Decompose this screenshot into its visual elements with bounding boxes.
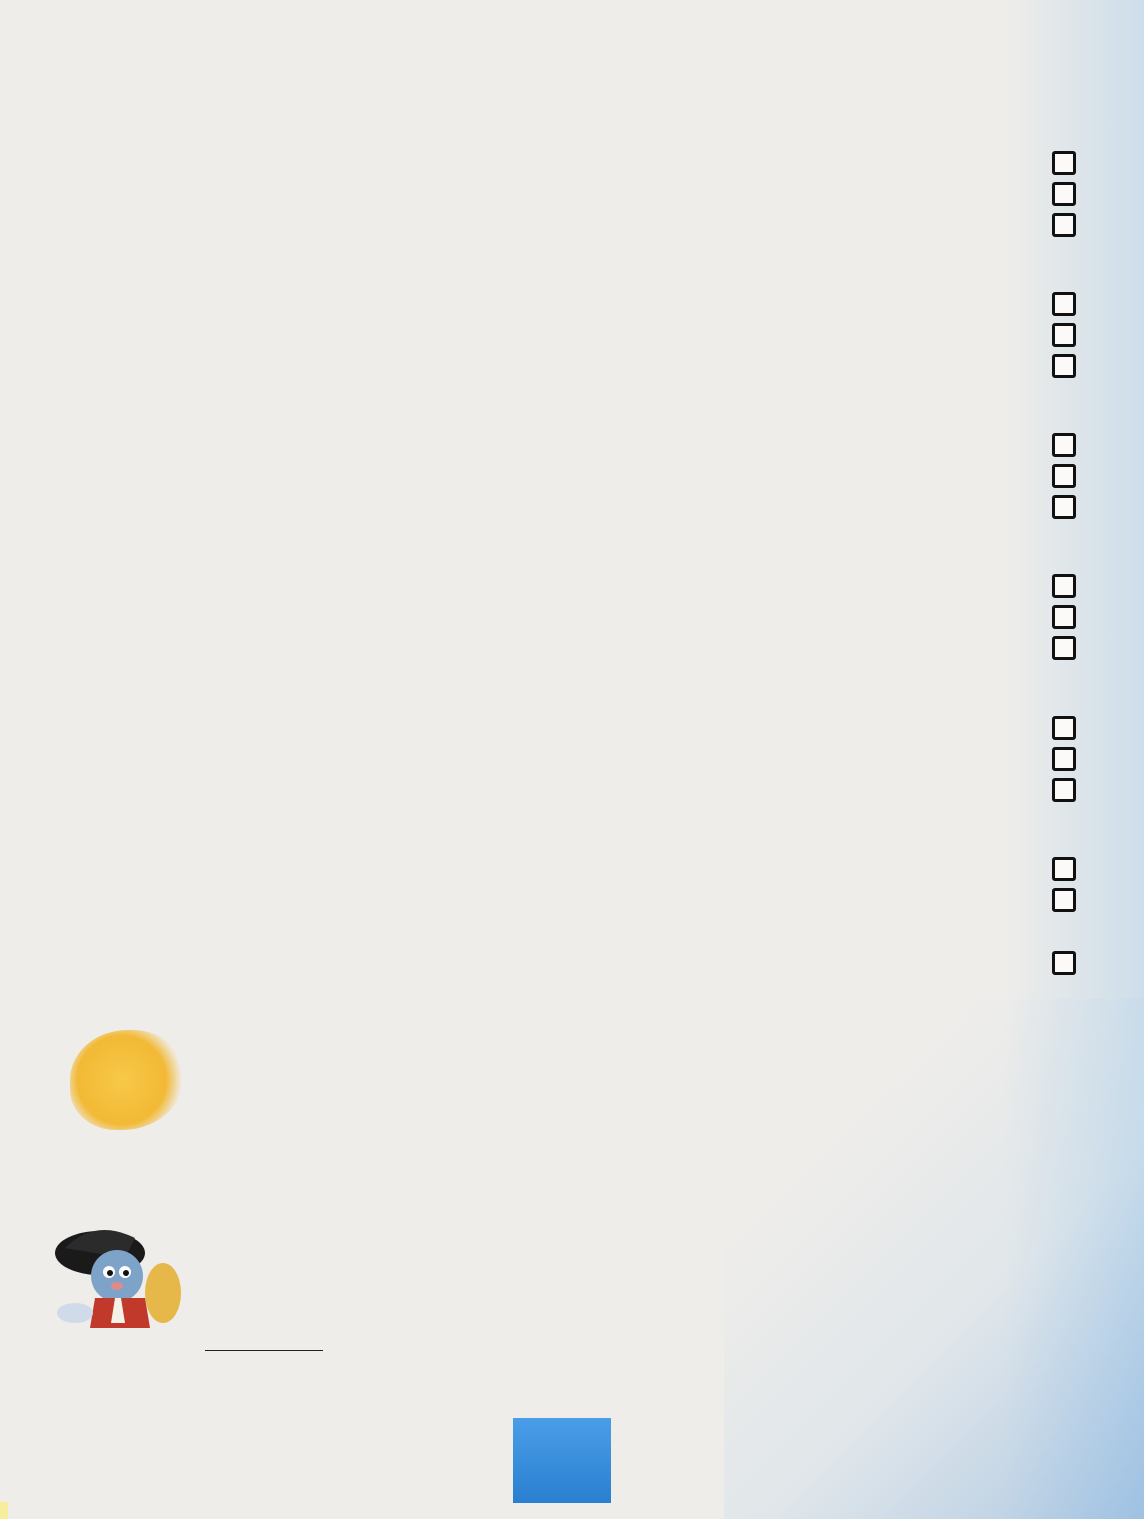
checkbox-2b[interactable] (1052, 182, 1076, 206)
task-star-splash (70, 1030, 185, 1130)
checkbox-3b[interactable] (1052, 323, 1076, 347)
footnote-divider (205, 1350, 323, 1351)
checkbox-7b[interactable] (1052, 888, 1076, 912)
checkbox-3c[interactable] (1052, 354, 1076, 378)
checkbox-3a[interactable] (1052, 292, 1076, 316)
checkbox-5c[interactable] (1052, 636, 1076, 660)
checkbox-5b[interactable] (1052, 605, 1076, 629)
checkbox-6a[interactable] (1052, 716, 1076, 740)
checkbox-2a[interactable] (1052, 151, 1076, 175)
corner-blue-shading (724, 999, 1144, 1519)
checkbox-7c[interactable] (1052, 951, 1076, 975)
checkbox-6c[interactable] (1052, 778, 1076, 802)
checkbox-4c[interactable] (1052, 495, 1076, 519)
checkbox-6b[interactable] (1052, 747, 1076, 771)
checkbox-4b[interactable] (1052, 464, 1076, 488)
page-number-tab (513, 1418, 611, 1503)
top-dotted-border (40, 80, 1125, 98)
left-dotted-border (30, 0, 50, 1480)
puss-in-boots-illustration (55, 1218, 190, 1333)
watermark-link[interactable] (0, 1502, 8, 1519)
checkbox-2c[interactable] (1052, 213, 1076, 237)
checkbox-4a[interactable] (1052, 433, 1076, 457)
checkbox-5a[interactable] (1052, 574, 1076, 598)
checkbox-7a[interactable] (1052, 857, 1076, 881)
